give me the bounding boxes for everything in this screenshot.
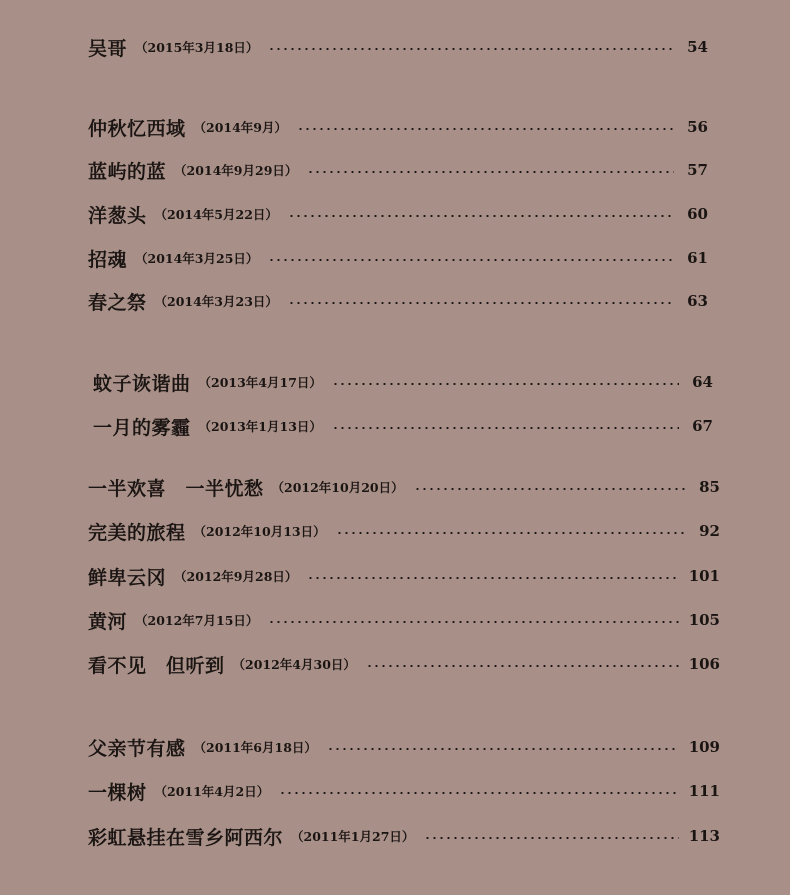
dot-leader bbox=[288, 302, 674, 304]
toc-entry-date: （2011年6月18日） bbox=[193, 740, 317, 755]
toc-entry-6[interactable] bbox=[88, 286, 708, 316]
toc-entry-title: 鲜卑云冈 bbox=[88, 566, 167, 589]
toc-entry-date: （2012年9月28日） bbox=[174, 569, 298, 584]
toc-entry-page: 64 bbox=[692, 373, 713, 391]
toc-entry-date: （2014年3月25日） bbox=[135, 251, 259, 266]
toc-entry-page: 67 bbox=[692, 417, 713, 435]
toc-entry-date: （2011年1月27日） bbox=[291, 829, 415, 844]
toc-entry-date: （2014年9月） bbox=[193, 120, 288, 135]
toc-entry-3[interactable] bbox=[88, 155, 708, 185]
dot-leader bbox=[336, 532, 686, 534]
dot-leader bbox=[307, 577, 678, 579]
dot-leader bbox=[332, 427, 679, 429]
toc-entry-11[interactable] bbox=[88, 561, 720, 591]
dot-leader bbox=[414, 488, 686, 490]
toc-entry-8[interactable] bbox=[93, 411, 713, 441]
toc-entry-7[interactable] bbox=[93, 367, 713, 397]
dot-leader bbox=[297, 128, 674, 130]
toc-entry-title: 春之祭 bbox=[88, 291, 147, 314]
toc-entry-title: 父亲节有感 bbox=[88, 737, 186, 760]
toc-entry-date: （2014年9月29日） bbox=[174, 163, 298, 178]
toc-entry-title: 一月的雾霾 bbox=[93, 416, 191, 439]
toc-entry-date: （2011年4月2日） bbox=[154, 784, 270, 799]
dot-leader bbox=[288, 215, 674, 217]
toc-entry-title: 一半欢喜 一半忧愁 bbox=[88, 477, 264, 500]
dot-leader bbox=[279, 792, 678, 794]
toc-entry-title: 一棵树 bbox=[88, 781, 147, 804]
toc-entry-5[interactable] bbox=[88, 243, 708, 273]
toc-entry-page: 113 bbox=[688, 827, 720, 845]
toc-entry-page: 60 bbox=[687, 205, 708, 223]
toc-entry-page: 61 bbox=[687, 249, 708, 267]
toc-entry-page: 106 bbox=[688, 655, 720, 673]
toc-entry-date: （2015年3月18日） bbox=[135, 40, 259, 55]
toc-entry-title: 蓝屿的蓝 bbox=[88, 160, 167, 183]
toc-entry-date: （2012年4月30日） bbox=[232, 657, 356, 672]
toc-entry-page: 101 bbox=[688, 567, 720, 585]
dot-leader bbox=[424, 837, 678, 839]
toc-entry-title: 招魂 bbox=[88, 248, 128, 271]
dot-leader bbox=[366, 665, 679, 667]
toc-entry-1[interactable] bbox=[88, 32, 708, 62]
toc-entry-13[interactable] bbox=[88, 649, 720, 679]
toc-entry-date: （2014年3月23日） bbox=[154, 294, 278, 309]
toc-entry-page: 111 bbox=[688, 782, 720, 800]
toc-entry-9[interactable] bbox=[88, 472, 720, 502]
toc-entry-page: 85 bbox=[699, 478, 720, 496]
toc-entry-page: 54 bbox=[687, 38, 708, 56]
toc-entry-date: （2013年4月17日） bbox=[198, 375, 322, 390]
toc-entry-page: 56 bbox=[687, 118, 708, 136]
toc-entry-2[interactable] bbox=[88, 112, 708, 142]
toc-entry-date: （2012年10月20日） bbox=[271, 480, 404, 495]
toc-entry-14[interactable] bbox=[88, 732, 720, 762]
dot-leader bbox=[268, 259, 674, 261]
toc-entry-15[interactable] bbox=[88, 776, 720, 806]
dot-leader bbox=[268, 48, 674, 50]
dot-leader bbox=[307, 171, 674, 173]
toc-entry-title: 吴哥 bbox=[88, 37, 128, 60]
toc-entry-title: 完美的旅程 bbox=[88, 521, 186, 544]
dot-leader bbox=[268, 621, 678, 623]
toc-entry-page: 105 bbox=[688, 611, 720, 629]
dot-leader bbox=[332, 383, 679, 385]
toc-entry-date: （2013年1月13日） bbox=[198, 419, 322, 434]
toc-entry-page: 109 bbox=[688, 738, 720, 756]
toc-entry-title: 看不见 但听到 bbox=[88, 654, 225, 677]
toc-entry-4[interactable] bbox=[88, 199, 708, 229]
toc-entry-10[interactable] bbox=[88, 516, 720, 546]
toc-entry-title: 蚊子诙谐曲 bbox=[93, 372, 191, 395]
toc-entry-title: 黄河 bbox=[88, 610, 128, 633]
toc-entry-title: 仲秋忆西域 bbox=[88, 117, 186, 140]
toc-entry-date: （2014年5月22日） bbox=[154, 207, 278, 222]
dot-leader bbox=[327, 748, 679, 750]
toc-entry-date: （2012年7月15日） bbox=[135, 613, 259, 628]
toc-entry-title: 洋葱头 bbox=[88, 204, 147, 227]
toc-entry-title: 彩虹悬挂在雪乡阿西尔 bbox=[88, 826, 284, 849]
toc-entry-page: 63 bbox=[687, 292, 708, 310]
toc-entry-12[interactable] bbox=[88, 605, 720, 635]
toc-entry-date: （2012年10月13日） bbox=[193, 524, 326, 539]
toc-entry-page: 57 bbox=[687, 161, 708, 179]
toc-entry-16[interactable] bbox=[88, 821, 720, 851]
toc-entry-page: 92 bbox=[699, 522, 720, 540]
